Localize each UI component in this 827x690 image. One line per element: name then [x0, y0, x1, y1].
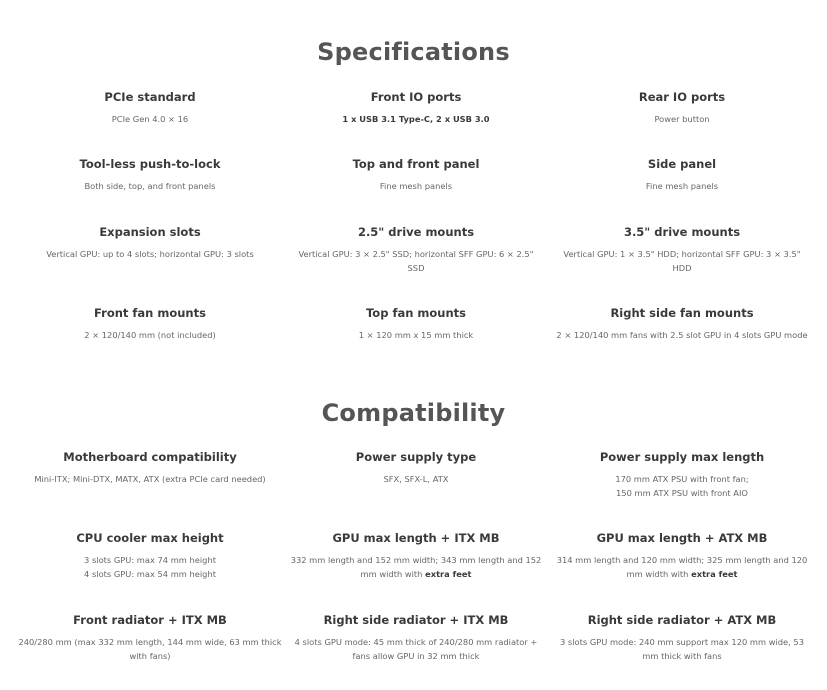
compat-value-emphasis: extra feet: [691, 569, 738, 579]
compat-label: GPU max length + ITX MB: [332, 531, 500, 545]
spec-label: Right side fan mounts: [610, 306, 754, 320]
compat-value: 3 slots GPU mode: 240 mm support max 120 mm wide, 53 mm thick with fans: [560, 637, 804, 661]
compat-label: Right side radiator + ATX MB: [587, 613, 777, 627]
compat-value-emphasis: extra feet: [425, 569, 472, 579]
spec-right-side-fan-mounts: [556, 306, 808, 342]
spec-value: Vertical GPU: 1 × 3.5" HDD; horizontal SFF GPU: 3 × 3.5" HDD: [563, 249, 801, 273]
compat-value: [557, 472, 807, 500]
spec-25-drive-mounts: [290, 225, 542, 275]
compat-power-supply-type: [291, 450, 541, 486]
compat-value-text: 314 mm length and 120 mm width; 325 mm length and 120 mm width with: [556, 555, 808, 579]
spec-label: 3.5" drive mounts: [623, 225, 741, 239]
spec-value: Both side, top, and front panels: [84, 181, 216, 191]
compat-right-radiator-atx: [556, 613, 808, 663]
spec-side-panel: [557, 157, 807, 193]
compat-gpu-itx: [290, 531, 542, 581]
spec-value: 2 × 120/140 mm (not included): [84, 330, 216, 340]
spec-label: PCIe standard: [104, 90, 196, 104]
compat-value-line: 4 slots GPU: max 54 mm height: [84, 569, 216, 579]
spec-value: Vertical GPU: 3 × 2.5" SSD; horizontal SFF GPU: 6 × 2.5" SSD: [298, 249, 534, 273]
spec-front-io-ports: [291, 90, 541, 126]
spec-value: Fine mesh panels: [645, 181, 719, 191]
spec-value: 1 x USB 3.1 Type-C, 2 x USB 3.0: [342, 114, 490, 124]
specifications-heading: Specifications: [317, 38, 510, 66]
compat-front-radiator-itx: [16, 613, 284, 663]
compat-label: Front radiator + ITX MB: [73, 613, 227, 627]
spec-rear-io-ports: [557, 90, 807, 126]
spec-label: Rear IO ports: [638, 90, 726, 104]
spec-label: Front IO ports: [370, 90, 462, 104]
compat-right-radiator-itx: [290, 613, 542, 663]
compat-label: GPU max length + ATX MB: [596, 531, 768, 545]
spec-label: 2.5" drive mounts: [357, 225, 475, 239]
spec-value: PCIe Gen 4.0 × 16: [111, 114, 189, 124]
spec-label: Top fan mounts: [365, 306, 466, 320]
compat-value-line: 150 mm ATX PSU with front AIO: [616, 488, 748, 498]
compat-gpu-atx: [556, 531, 808, 581]
compat-label: Power supply max length: [599, 450, 765, 464]
spec-value: Power button: [654, 114, 710, 124]
compat-label: Motherboard compatibility: [63, 450, 237, 464]
spec-label: Side panel: [647, 157, 717, 171]
compat-value: [290, 553, 542, 581]
spec-tool-less: [25, 157, 275, 193]
spec-pcie-standard: [25, 90, 275, 126]
compat-value: SFX, SFX-L, ATX: [383, 474, 449, 484]
spec-value: Vertical GPU: up to 4 slots; horizontal GPU: 3 slots: [46, 249, 254, 259]
spec-value: 2 × 120/140 mm fans with 2.5 slot GPU in 4 slots GPU mode: [556, 330, 808, 340]
compat-cpu-cooler-height: [25, 531, 275, 581]
compat-value-line: 3 slots GPU: max 74 mm height: [84, 555, 216, 565]
compatibility-heading: Compatibility: [321, 399, 506, 427]
spec-35-drive-mounts: [556, 225, 808, 275]
spec-label: Top and front panel: [352, 157, 480, 171]
spec-label: Front fan mounts: [94, 306, 206, 320]
spec-top-front-panel: [291, 157, 541, 193]
spec-label: Expansion slots: [99, 225, 201, 239]
spec-value: Fine mesh panels: [379, 181, 453, 191]
spec-top-fan-mounts: [291, 306, 541, 342]
compat-value: [556, 553, 808, 581]
compat-value-line: 170 mm ATX PSU with front fan;: [615, 474, 749, 484]
spec-value: 1 × 120 mm x 15 mm thick: [358, 330, 474, 340]
compat-label: Power supply type: [355, 450, 477, 464]
compat-value: Mini-ITX; Mini-DTX, MATX, ATX (extra PCIe card needed): [34, 474, 266, 484]
spec-front-fan-mounts: [25, 306, 275, 342]
spec-label: Tool-less push-to-lock: [79, 157, 221, 171]
compat-label: CPU cooler max height: [76, 531, 224, 545]
spec-expansion-slots: [16, 225, 284, 261]
compat-power-supply-max-length: [557, 450, 807, 500]
compat-motherboard: [16, 450, 284, 486]
compat-value: 240/280 mm (max 332 mm length, 144 mm wide, 63 mm thick with fans): [18, 637, 282, 661]
compat-label: Right side radiator + ITX MB: [323, 613, 509, 627]
compat-value-text: 332 mm length and 152 mm width; 343 mm length and 152 mm width with: [290, 555, 542, 579]
compat-value: 4 slots GPU mode: 45 mm thick of 240/280 mm radiator + fans allow GPU in 32 mm thick: [294, 637, 538, 661]
compat-value: [25, 553, 275, 581]
